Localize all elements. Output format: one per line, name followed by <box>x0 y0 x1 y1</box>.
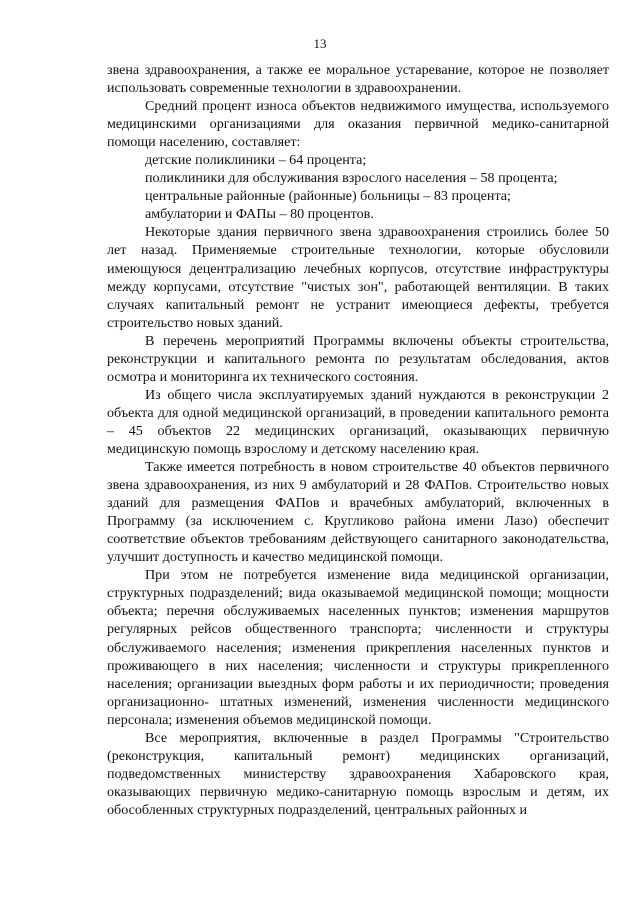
list-item-ambulatories: амбулатории и ФАПы – 80 процентов. <box>145 206 374 223</box>
paragraph-reconstruction-needs: Из общего числа эксплуатируемых зданий нуждаются в реконструкции 2 объекта для одной медицинской организаций, в проведении капитального ремонта – 45 объектов 22 медицинских организаций, оказывающих первичную медицинскую помощь взрослому и детскому населению края. <box>107 386 609 457</box>
paragraph-old-buildings: Некоторые здания первичного звена здравоохранения строились более 50 лет назад. Применяемые строительные технологии, которые обусловили имеющуюся децентрализацию лечебных корпусов, отсутствие инфраструктуры между корпусами, отсутствие "чистых зон", работающей вентиляции. В таких случаях капитальный ремонт не устранит имеющиеся дефекты, требуется строительство новых зданий. <box>107 224 609 331</box>
paragraph-program-list: В перечень мероприятий Программы включены объекты строительства, реконструкции и капитального ремонта по результатам обследования, актов осмотра и мониторинга их технического состояния. <box>107 332 609 385</box>
paragraph-no-changes: При этом не потребуется изменение вида медицинской организации, структурных подразделений; вида оказываемой медицинской помощи; мощности объекта; перечня обслуживаемых населенных пунктов; изменения маршрутов регулярных рейсов общественного транспорта; численности и структуры обслуживаемого населения; изменения прикрепления населенных пунктов и проживающего в них населения; численности и структуры прикрепленного населения; организации выездных форм работы и их периодичности; проведения организационно- штатных изменений, изменения численности медицинского персонала; изменения объемов медицинской помощи. <box>107 567 609 728</box>
paragraph-wear-intro: Средний процент износа объектов недвижимого имущества, используемого медицинскими организациями для оказания первичной медико-санитарной помощи населению, составляет: <box>107 98 609 151</box>
page-number: 13 <box>313 36 327 51</box>
list-item-adult-clinics: поликлиники для обслуживания взрослого населения – 58 процента; <box>145 170 558 187</box>
paragraph-all-measures: Все мероприятия, включенные в раздел Программы "Строительство (реконструкция, капитальный ремонт) медицинских организаций, подведомственных министерству здравоохранения Хабаровского края, оказывающих первичную медико-санитарную помощь взрослым и детям, их обособленных структурных подразделений, центральных районных и <box>107 729 609 818</box>
list-item-district-hospitals: центральные районные (районные) больницы – 83 процента; <box>145 188 511 205</box>
paragraph-new-construction: Также имеется потребность в новом строительстве 40 объектов первичного звена здравоохранения, из них 9 амбулаторий и 28 ФАПов. Строительство новых зданий для размещения ФАПов и врачебных амбулаторий, включенных в Программу (за исключением с. Кругликово района имени Лазо) обеспечит соответствие объектов требованиям действующего санитарного законодательства, улучшит доступность и качество медицинской помощи. <box>107 459 609 566</box>
paragraph-continuation: звена здравоохранения, а также ее моральное устаревание, которое не позволяет использовать современные технологии в здравоохранении. <box>107 62 609 97</box>
page-body <box>107 61 609 819</box>
list-item-children-clinics: детские поликлиники – 64 процента; <box>145 152 367 169</box>
